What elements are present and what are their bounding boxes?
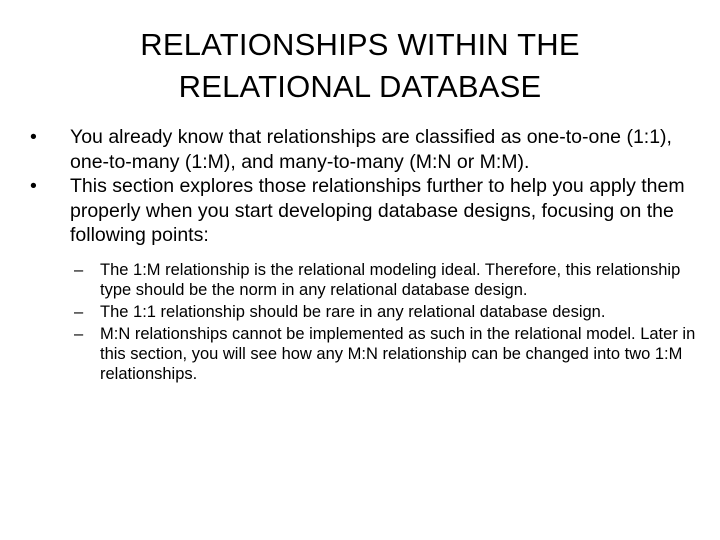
sub-bullet-item: [74, 260, 696, 300]
sub-bullet-marker: –: [74, 302, 84, 321]
bullet-marker: •: [30, 175, 37, 197]
bullet-text: This section explores those relationships further to help you apply them properly when you start developing database designs, focusing on the following points:: [70, 175, 685, 246]
bullet-marker: •: [30, 126, 37, 148]
sub-bullet-text: The 1:1 relationship should be rare in any relational database design.: [100, 302, 606, 321]
sub-bullet-text: M:N relationships cannot be implemented as such in the relational model. Later in this section, you will see how any M:N relationship can be changed into two 1:M relationships.: [100, 324, 696, 383]
sub-bullet-text: The 1:M relationship is the relational modeling ideal. Therefore, this relationship type should be the norm in any relational database design.: [100, 260, 681, 299]
sub-bullet-item: [74, 324, 696, 384]
slide-body: [28, 125, 696, 386]
title-line-1: RELATIONSHIPS WITHIN THE: [140, 27, 580, 62]
sub-bullet-item: [74, 302, 696, 322]
bullet-item: [28, 125, 696, 174]
sub-bullet-marker: –: [74, 260, 84, 279]
bullet-item: [28, 174, 696, 248]
bullet-text: You already know that relationships are classified as one-to-one (1:1), one-to-many (1:M), and many-to-many (M:N or M:M).: [70, 126, 672, 173]
sub-bullet-marker: –: [74, 324, 84, 343]
title-line-2: RELATIONAL DATABASE: [178, 69, 542, 104]
slide-title: [36, 24, 684, 108]
sub-bullet-list: [74, 260, 696, 384]
